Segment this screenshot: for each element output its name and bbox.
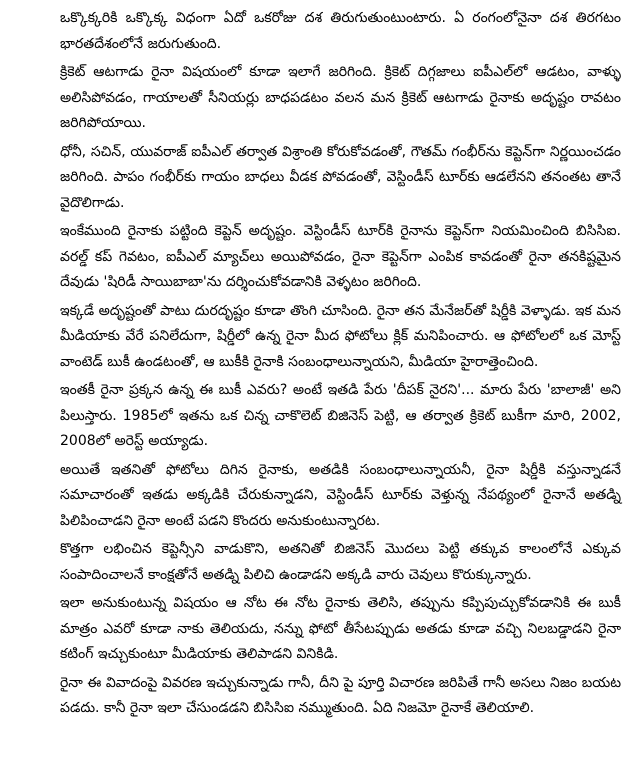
paragraph-9: ఇలా అనుకుంటున్న విషయం ఆ నోట ఈ నోట రైనాకు తెలిసి, తప్పును కప్పిపుచ్చుకోవడానికి ఈ బుకీ మాత్రం ఎవరో కూడా నాకు తెలియదు, నన్ను ఫోటో తీసేటప్పుడు అతడు కూడా వచ్చి నిలబడ్డాడని రైనా కటింగ్ ఇచ్చుకుంటూ మీడియాకు తెలిపాడని వినికిడి. [60,595,621,662]
paragraph-6: ఇంతకీ రైనా ప్రక్కన ఉన్న ఈ బుకీ ఎవరు? అంటే ఇతడి పేరు 'దీపక్ నైరని'... మారు పేరు 'బాలాజీ' అని పిలుస్తారు. 1985లో ఇతను ఒక చిన్న చాకొలెట్ బిజినెస్ పెట్టి, ఆ తర్వాత క్రికెట్ బుకీగా మారి, 2002, 2008లో అరెస్ట్ అయ్యాడు. [60,382,621,449]
paragraph-4: ఇంకేముంది రైనాకు పట్టింది కెప్టెన్ అదృష్టం. వెస్టిండీస్ టూర్‌కి రైనాను కెప్టెన్‌గా నియమించింది బిసిసిఐ. వరల్డ్ కప్ గెవటం, ఐపీఎల్ మ్యాచ్‌లు అయిపోవడం, రైనా కెప్టెన్‌గా ఎంపిక కావడంతో రైనా తనకిష్టమైన దేవుడు 'షిరిడీ సాయిబాబా'ను దర్శించుకోవడానికి వెళ్ళటం జరిగింది. [60,223,621,290]
paragraph-10: రైనా ఈ వివాదంపై వివరణ ఇచ్చుకున్నాడు గానీ, దీని పై పూర్తి విచారణ జరిపితే గానీ అసలు నిజం బయట పడదు. కానీ రైనా ఇలా చేసుండడని బిసిసిఐ నమ్ముతుంది. ఏది నిజమో రైనాకే తెలియాలి. [60,674,621,716]
paragraph-7: అయితే ఇతనితో ఫోటోలు దిగిన రైనాకు, అతడికి సంబంధాలున్నాయనీ, రైనా షిర్డీకి వస్తున్నాడనే సమాచారంతో ఇతడు అక్కడికి చేరుకున్నాడని, వెస్టిండీస్ టూర్‌కు వెళ్తున్న నేపథ్యంలో రైనానే అతడ్ని పిలిపించాడని రైనా అంటే పడని కొందరు అనుకుంటున్నారట. [60,461,621,529]
paragraph-3: ధోనీ, సచిన్, యువరాజ్ ఐపీఎల్ తర్వాత విశ్రాంతి కోరుకోవడంతో, గౌతమ్ గంభీర్‌ను కెప్టెన్‌గా నిర్ణయించడం జరిగింది. పాపం గంభీర్‌కు గాయం బాధలు వీడక పోవడంతో, వెస్టిండీస్ టూర్‌కు ఆడలేనని తనంతట తానే వైదొలిగాడు. [60,143,621,211]
paragraph-8: కొత్తగా లభించిన కెప్టెన్సీని వాడుకొని, అతనితో బిజినెస్ మొదలు పెట్టి తక్కువ కాలంలోనే ఎక్కువ సంపాదించాలనే కాంక్షతోనే అతడ్ని పిలిచి ఉండాడని అక్కడి వారు చెవులు కొరుక్కున్నారు. [60,541,621,583]
paragraph-2: క్రికెట్ ఆటగాడు రైనా విషయంలో కూడా ఇలాగే జరిగింది. క్రికెట్ దిగ్గజాలు ఐపీఎల్‌లో ఆడటం, వాళ్ళు అలిసిపోవడం, గాయాలతో సీనియర్లు బాధపడటం వలన మన క్రికెట్ ఆటగాడు రైనాకు అదృష్టం రావటం జరిగిపోయాయి. [60,64,621,131]
paragraph-5: ఇక్కడే అదృష్టంతో పాటు దురదృష్టం కూడా తొంగి చూసింది. రైనా తన మేనేజర్‌తో షిర్డీకి వెళ్ళాడు. ఇక మన మీడియాకు వేరే పనిలేదుగా, షిర్డీలో ఉన్న రైనా మీద ఫోటోలు క్లిక్ మనిపించారు. ఆ ఫోటోలలో ఒక మోస్ట్ వాంటెడ్ బుకీ ఉండటంతో, ఆ బుకీకి రైనాకి సంబంధాలున్నాయని, మీడియా హైరాత్తెంచింది. [60,302,621,370]
paragraph-1: ఒక్కొక్కరికి ఒక్కొక్క విధంగా ఏదో ఒకరోజు దశ తిరుగుతుంటుంటారు. ఏ రంగంలోనైనా దశ తిరగటం భారతదేశంలోనే జరుగుతుంది. [60,10,621,52]
